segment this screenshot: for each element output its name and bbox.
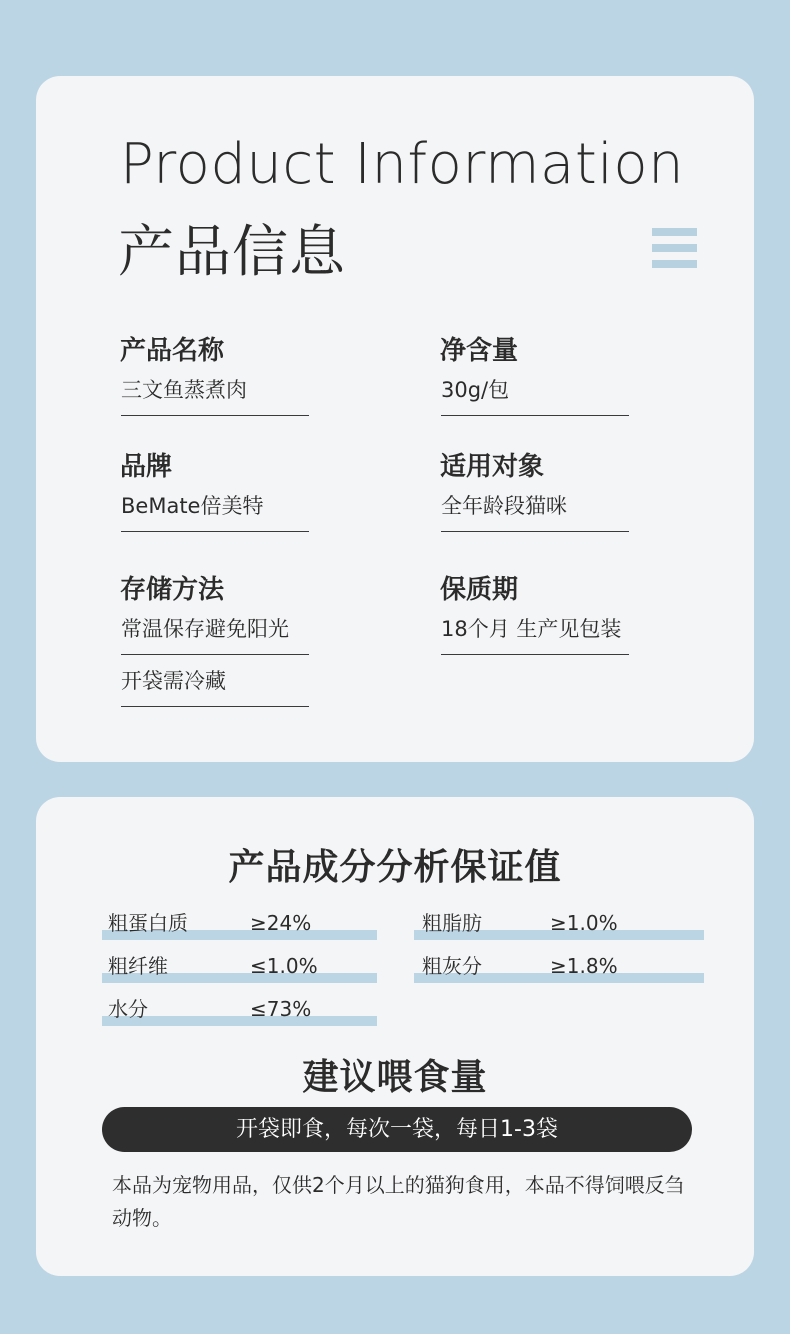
nutrient-value: ≥1.8% [550,954,618,978]
shelf-life-value: 18个月 生产见包装 [441,615,629,655]
nutrient-row [414,910,704,940]
nutrient-row [102,996,377,1026]
storage-value-2: 开袋需冷藏 [121,667,309,707]
target-label: 适用对象 [440,452,545,482]
analysis-title: 产品成分分析保证值 [228,847,562,888]
net-weight-value: 30g/包 [441,376,629,416]
product-info-card [36,76,754,762]
title-chinese: 产品信息 [118,220,346,285]
nutrient-value: ≥24% [250,911,312,935]
product-name-value: 三文鱼蒸煮肉 [121,376,309,416]
nutrient-name: 粗脂肪 [422,911,482,935]
menu-lines-icon [652,228,697,268]
net-weight-label: 净含量 [440,336,519,366]
nutrient-name: 水分 [108,997,148,1021]
nutrient-name: 粗灰分 [422,954,482,978]
nutrient-value: ≤1.0% [250,954,318,978]
storage-label: 存储方法 [120,575,225,605]
nutrient-name: 粗蛋白质 [108,911,188,935]
target-value: 全年龄段猫咪 [441,492,629,532]
feeding-notice: 本品为宠物用品，仅供2个月以上的猫狗食用，本品不得饲喂反刍动物。 [112,1173,685,1230]
brand-label: 品牌 [120,452,173,482]
product-name-label: 产品名称 [120,336,225,366]
shelf-life-label: 保质期 [440,575,519,605]
title-english: Product Information [120,132,685,197]
nutrient-row [414,953,704,983]
feeding-title: 建议喂食量 [302,1057,488,1098]
brand-value: BeMate倍美特 [121,492,309,532]
nutrient-value: ≥1.0% [550,911,618,935]
analysis-card [36,797,754,1276]
nutrient-row [102,953,377,983]
feeding-amount-pill: 开袋即食，每次一袋，每日1-3袋 [102,1107,692,1152]
nutrient-value: ≤73% [250,997,312,1021]
storage-value-1: 常温保存避免阳光 [121,615,309,655]
nutrient-name: 粗纤维 [108,954,168,978]
nutrient-row [102,910,377,940]
